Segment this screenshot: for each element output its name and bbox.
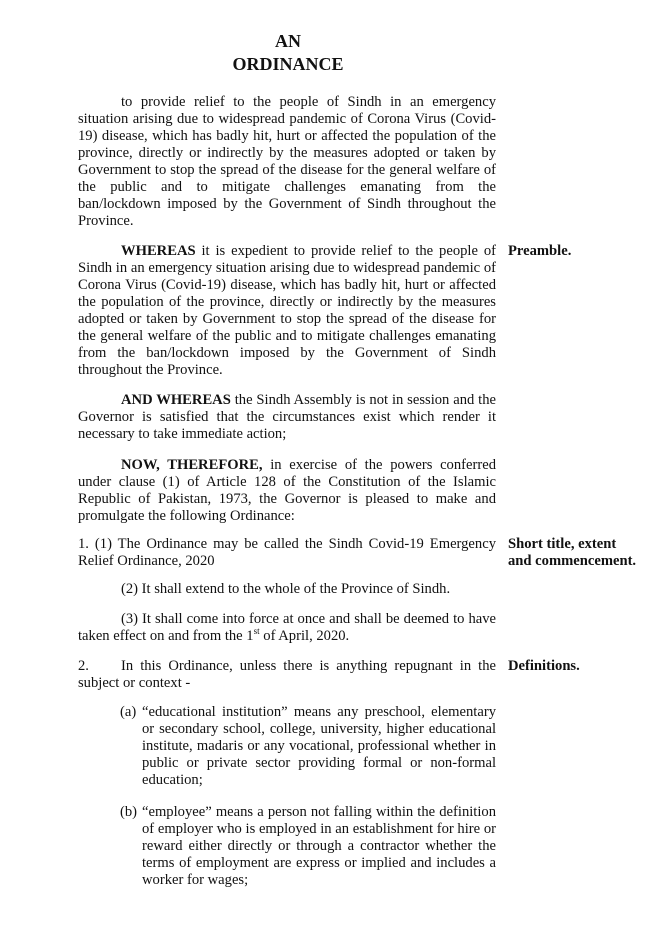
and-whereas-text: the Sindh Assembly is not in session and the Governor is satisfied that the circumstances exist which render it necessary to take immediate action; [78,392,496,442]
margin-note-preamble: Preamble. [508,243,572,259]
margin-note-short-title: Short title, extent and commencement. [508,536,637,569]
section-2-number: 2. [78,658,89,674]
definition-text: “educational institution” means any preschool, elementary or secondary school, college, university, higher educational institute, madaris or any vocational, professional whether in public or private sector providing formal or non-formal education; [142,704,496,788]
intro-paragraph: to provide relief to the people of Sindh in an emergency situation arising due to widespread pandemic of Corona Virus (Covid-19) disease, which has badly hit, hurt or affected the population of the province, directly or indirectly by the measures adopted or taken by Government to stop the spread of the disease for the general welfare of the public and to mitigate challenges emanating from the ban/lockdown imposed by the Government of Sindh throughout the Province. [78,94,496,229]
section-1-3-superscript: st [253,626,260,637]
margin-note-definitions: Definitions. [508,658,580,674]
heading-line-2: ORDINANCE [232,54,344,74]
whereas-paragraph [78,243,496,379]
heading-line-1: AN [275,31,301,51]
section-1-3-date: of April, 2020. [259,628,350,644]
section-2 [78,658,496,692]
definition-text: “employee” means a person not falling within the definition of employer who is employed in an establishment for hire or reward either directly or through a contractor whether the terms of employment are express or implied and includes a worker for wages; [142,804,496,888]
and-whereas-lead: AND WHEREAS [121,392,231,408]
definition-item [120,804,496,889]
whereas-text: it is expedient to provide relief to the people of Sindh in an emergency situation arising due to widespread pandemic of Corona Virus (Covid-19) disease, which has badly hit, hurt or affected the population of the province, directly or indirectly by the measures adopted or taken by Government to stop the spread of the disease for the general welfare of the public and to mitigate challenges emanating from the ban/lockdown imposed by the Government of Sindh throughout the Province. [78,243,496,378]
section-1-2: (2) It shall extend to the whole of the Province of Sindh. [121,581,451,597]
section-2-text: In this Ordinance, unless there is anything repugnant in the subject or context - [78,658,496,691]
now-therefore-lead: NOW, THEREFORE, [121,457,263,473]
whereas-lead: WHEREAS [121,243,196,259]
definition-item [120,704,496,789]
and-whereas-paragraph [78,392,496,443]
section-1-3-text: (3) It shall come into force at once and shall be deemed to have taken effect on and from the 1 [78,611,496,644]
definition-label: (b) [120,804,138,820]
now-therefore-paragraph [78,457,496,525]
now-therefore-text: in exercise of the powers conferred under clause (1) of Article 128 of the Constitution of the Islamic Republic of Pakistan, 1973, the Governor is pleased to make and promulgate the following Ordinance: [78,457,496,524]
section-1-1: 1. (1) The Ordinance may be called the Sindh Covid-19 Emergency Relief Ordinance, 2020 [78,536,496,569]
definition-label: (a) [120,704,137,720]
section-1-3 [78,611,496,645]
